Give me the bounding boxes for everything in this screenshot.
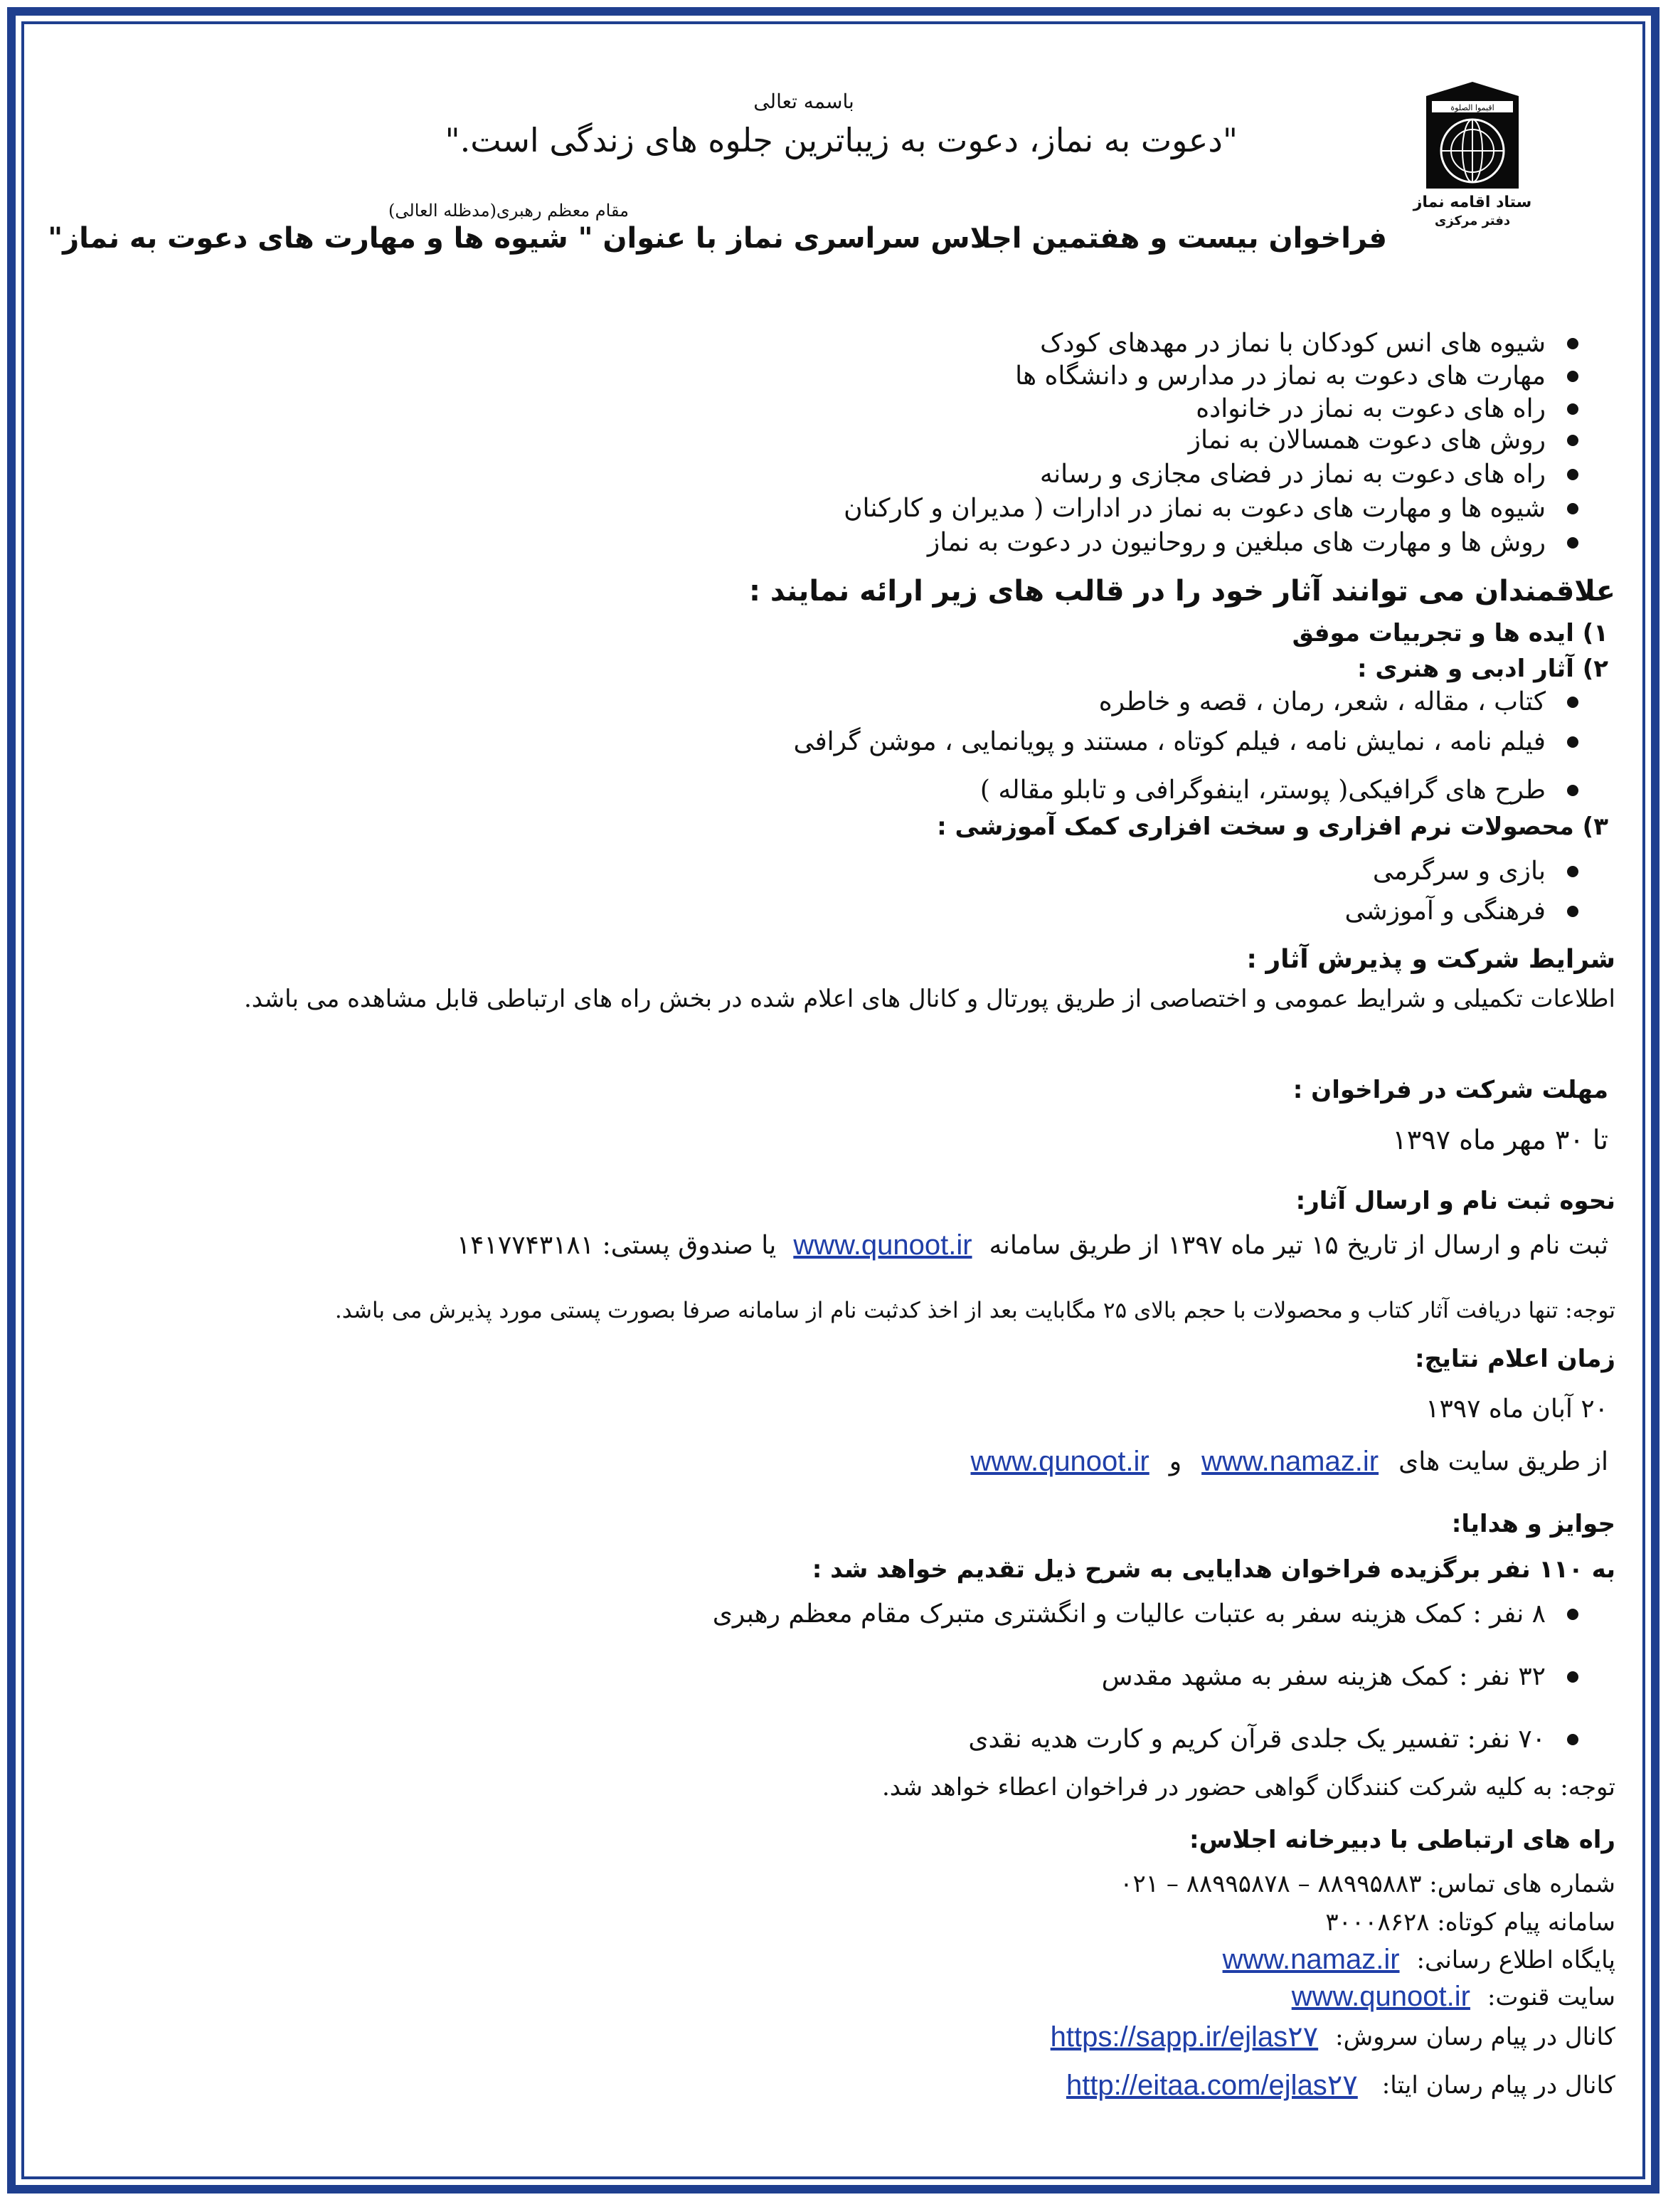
list-item: طرح های گرافیکی( پوستر، اینفوگرافی و تابلو مقاله ) xyxy=(980,776,1578,805)
list-item: فرهنگی و آموزشی xyxy=(1344,896,1578,926)
format-item-1: ۱) ایده ها و تجربیات موفق xyxy=(1292,619,1608,647)
bullet-icon xyxy=(1567,785,1578,796)
deadline-text: تا ۳۰ مهر ماه ۱۳۹۷ xyxy=(1392,1124,1608,1155)
format-item-3: ۳) محصولات نرم افزاری و سخت افزاری کمک آموزشی : xyxy=(937,813,1608,841)
deadline-heading: مهلت شرکت در فراخوان : xyxy=(1292,1076,1608,1104)
contact-soroush-link[interactable]: https://sapp.ir/ejlas۲۷ xyxy=(1050,2021,1319,2053)
formats-heading: علاقمندان می توانند آثار خود را در قالب های زیر ارائه نمایند : xyxy=(748,575,1615,608)
list-item: راه های دعوت به نماز در خانواده xyxy=(1196,394,1578,423)
list-item: ۷۰ نفر: تفسیر یک جلدی قرآن کریم و کارت هدیه نقدی xyxy=(968,1725,1578,1754)
list-item: فیلم نامه ، نمایش نامه ، فیلم کوتاه ، مستند و پویانمایی ، موشن گرافی xyxy=(793,727,1578,756)
page-title: فراخوان بیست و هفتمین اجلاس سراسری نماز با عنوان " شیوه ها و مهارت های دعوت به نماز" xyxy=(48,222,1387,255)
basmala: باسمه تعالی xyxy=(753,90,854,113)
bullet-icon xyxy=(1567,338,1578,349)
prizes-heading: جوایز و هدایا: xyxy=(1451,1510,1615,1538)
contact-qunoot-label: سایت قنوت: xyxy=(1487,1982,1615,2011)
list-item: راه های دعوت به نماز در فضای مجازی و رسانه xyxy=(1040,460,1578,489)
results-link-qunoot[interactable]: www.qunoot.ir xyxy=(970,1446,1149,1477)
contact-eitaa-label: کانال در پیام رسان ایتا: xyxy=(1381,2071,1615,2100)
list-item: روش های دعوت همسالان به نماز xyxy=(1189,425,1578,455)
results-line xyxy=(951,1446,1609,1478)
header-quote: "دعوت به نماز، دعوت به زیباترین جلوه های زندگی است." xyxy=(445,121,1238,159)
bullet-icon xyxy=(1567,906,1578,917)
registration-link[interactable]: www.qunoot.ir xyxy=(793,1229,972,1261)
contact-soroush xyxy=(1051,2021,1615,2053)
contact-qunoot-link[interactable]: www.qunoot.ir xyxy=(1291,1981,1470,2012)
prizes-note: توجه: به کلیه شرکت کنندگان گواهی حضور در فراخوان اعطاء خواهد شد. xyxy=(881,1773,1615,1801)
list-item: ۸ نفر : کمک هزینه سفر به عتبات عالیات و انگشتری متبرک مقام معظم رهبری xyxy=(713,1599,1578,1629)
prizes-subheading: به ۱۱۰ نفر برگزیده فراخوان هدایایی به شرح ذیل تقدیم خواهد شد : xyxy=(812,1555,1615,1584)
contact-portal-link[interactable]: www.namaz.ir xyxy=(1222,1944,1400,1975)
registration-line xyxy=(457,1229,1608,1261)
logo-org-sub: دفتر مرکزی xyxy=(1434,213,1511,228)
registration-text-before: ثبت نام و ارسال از تاریخ ۱۵ تیر ماه ۱۳۹۷ از طریق سامانه xyxy=(989,1231,1608,1260)
conditions-heading: شرایط شرکت و پذیرش آثار : xyxy=(1246,945,1615,974)
contact-soroush-label: کانال در پیام رسان سروش: xyxy=(1335,2023,1615,2051)
bullet-icon xyxy=(1567,1671,1578,1683)
contact-eitaa-link[interactable]: http://eitaa.com/ejlas۲۷ xyxy=(1066,2070,1358,2101)
conditions-text: اطلاعات تکمیلی و شرایط عمومی و اختصاصی از طریق پورتال و کانال های اعلام شده در بخش راه های ارتباطی قابل مشاهده می باشد. xyxy=(243,985,1615,1013)
bullet-icon xyxy=(1567,503,1578,514)
contact-qunoot xyxy=(1292,1981,1615,2013)
logo-org-name: ستاد اقامه نماز xyxy=(1413,194,1532,211)
contact-heading: راه های ارتباطی با دبیرخانه اجلاس: xyxy=(1189,1826,1615,1854)
list-item: شیوه ها و مهارت های دعوت به نماز در ادارات ( مدیران و کارکنان xyxy=(844,494,1578,523)
bullet-icon xyxy=(1567,866,1578,877)
bullet-icon xyxy=(1567,1734,1578,1745)
format-item-2: ۲) آثار ادبی و هنری : xyxy=(1356,655,1608,683)
registration-text-after: یا صندوق پستی: ۱۴۱۷۷۴۳۱۸۱ xyxy=(456,1231,777,1260)
results-link-namaz[interactable]: www.namaz.ir xyxy=(1201,1446,1379,1477)
bullet-icon xyxy=(1567,736,1578,748)
quote-author: مقام معظم رهبری(مدظله العالی) xyxy=(388,201,629,221)
svg-text:اقیموا الصلوة: اقیموا الصلوة xyxy=(1450,103,1494,112)
list-item: مهارت های دعوت به نماز در مدارس و دانشگاه ها xyxy=(1015,361,1578,391)
bullet-icon xyxy=(1567,403,1578,415)
registration-note: توجه: تنها دریافت آثار کتاب و محصولات با حجم بالای ۲۵ مگابایت بعد از اخذ کدثبت نام از سامانه صرفا بصورت پستی مورد پذیرش می باشد. xyxy=(334,1298,1615,1323)
contact-portal-label: پایگاه اطلاع رسانی: xyxy=(1416,1945,1615,1974)
results-heading: زمان اعلام نتایج: xyxy=(1415,1345,1615,1373)
contact-sms: سامانه پیام کوتاه: ۳۰۰۰۸۶۲۸ xyxy=(1325,1908,1615,1937)
list-item: شیوه های انس کودکان با نماز در مهدهای کودک xyxy=(1040,329,1578,358)
bullet-icon xyxy=(1567,697,1578,708)
contact-phones: شماره های تماس: ۸۸۹۹۵۸۸۳ – ۸۸۹۹۵۸۷۸ – ۰۲۱ xyxy=(1120,1870,1615,1898)
bullet-icon xyxy=(1567,1609,1578,1620)
results-and: و xyxy=(1169,1447,1182,1476)
results-date: ۲۰ آبان ماه ۱۳۹۷ xyxy=(1425,1395,1608,1424)
list-item: روش ها و مهارت های مبلغین و روحانیون در دعوت به نماز xyxy=(928,528,1578,557)
results-via: از طریق سایت های xyxy=(1398,1447,1608,1476)
bullet-icon xyxy=(1567,435,1578,446)
list-item: ۳۲ نفر : کمک هزینه سفر به مشهد مقدس xyxy=(1102,1662,1578,1691)
contact-eitaa xyxy=(1066,2069,1615,2102)
contact-portal xyxy=(1223,1944,1615,1976)
list-item: کتاب ، مقاله ، شعر، رمان ، قصه و خاطره xyxy=(1099,687,1578,716)
registration-heading: نحوه ثبت نام و ارسال آثار: xyxy=(1295,1187,1615,1215)
bullet-icon xyxy=(1567,537,1578,549)
list-item: بازی و سرگرمی xyxy=(1373,857,1578,886)
bullet-icon xyxy=(1567,469,1578,480)
bullet-icon xyxy=(1567,371,1578,382)
